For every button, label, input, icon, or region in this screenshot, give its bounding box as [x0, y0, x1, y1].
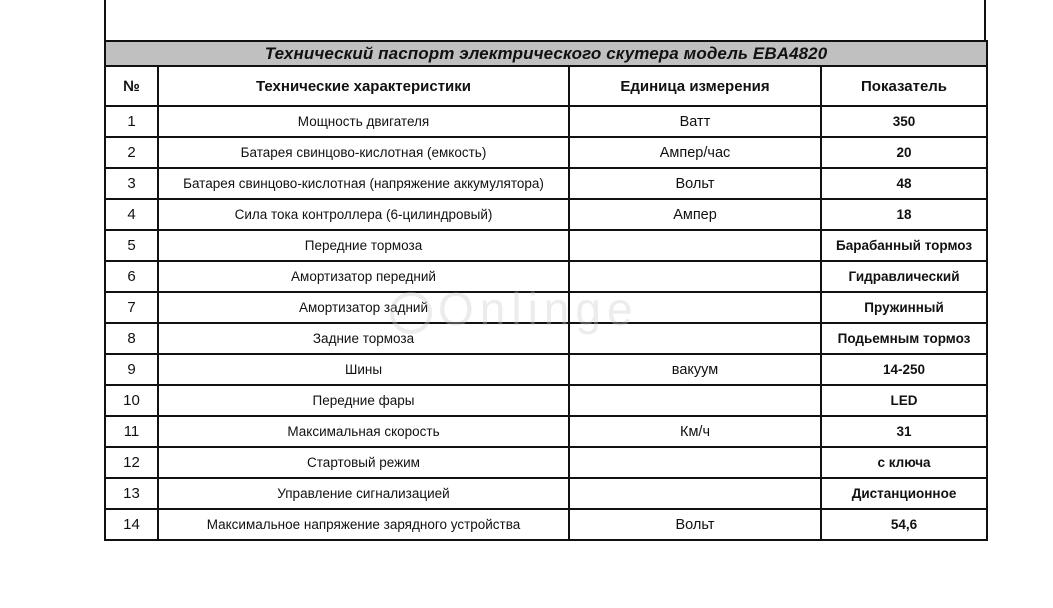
table-row	[105, 261, 987, 292]
row-value: Барабанный тормоз	[821, 230, 987, 261]
watermark-text: Onlinge	[438, 283, 639, 335]
table-row	[105, 323, 987, 354]
row-value: 18	[821, 199, 987, 230]
table-row	[105, 354, 987, 385]
row-unit	[569, 292, 821, 323]
row-unit	[569, 261, 821, 292]
row-unit	[569, 230, 821, 261]
row-number: 3	[105, 168, 158, 199]
row-unit: Ампер	[569, 199, 821, 230]
row-feature: Амортизатор задний	[158, 292, 569, 323]
header-feature: Технические характеристики	[158, 66, 569, 106]
row-number: 8	[105, 323, 158, 354]
row-feature: Амортизатор передний	[158, 261, 569, 292]
row-feature: Батарея свинцово-кислотная (емкость)	[158, 137, 569, 168]
row-feature: Максимальная скорость	[158, 416, 569, 447]
row-feature: Мощность двигателя	[158, 106, 569, 137]
row-feature: Задние тормоза	[158, 323, 569, 354]
row-value: 20	[821, 137, 987, 168]
row-value: с ключа	[821, 447, 987, 478]
spec-sheet	[104, 0, 986, 541]
row-value: LED	[821, 385, 987, 416]
row-number: 7	[105, 292, 158, 323]
row-value: Пружинный	[821, 292, 987, 323]
spec-table	[104, 40, 988, 541]
row-unit	[569, 323, 821, 354]
row-value: Подьемным тормоз	[821, 323, 987, 354]
row-number: 11	[105, 416, 158, 447]
row-value: 14-250	[821, 354, 987, 385]
header-value: Показатель	[821, 66, 987, 106]
row-value: Гидравлический	[821, 261, 987, 292]
row-value: 31	[821, 416, 987, 447]
table-row	[105, 199, 987, 230]
row-feature: Управление сигнализацией	[158, 478, 569, 509]
table-row	[105, 416, 987, 447]
row-value: Дистанционное	[821, 478, 987, 509]
row-number: 12	[105, 447, 158, 478]
header-row	[105, 66, 987, 106]
row-feature: Сила тока контроллера (6-цилиндровый)	[158, 199, 569, 230]
row-value: 350	[821, 106, 987, 137]
row-feature: Передние тормоза	[158, 230, 569, 261]
row-value: 54,6	[821, 509, 987, 540]
row-number: 5	[105, 230, 158, 261]
table-row	[105, 447, 987, 478]
row-number: 9	[105, 354, 158, 385]
row-feature: Передние фары	[158, 385, 569, 416]
table-row	[105, 106, 987, 137]
row-feature: Максимальное напряжение зарядного устройства	[158, 509, 569, 540]
row-unit	[569, 478, 821, 509]
header-unit: Единица измерения	[569, 66, 821, 106]
table-row	[105, 230, 987, 261]
row-unit	[569, 385, 821, 416]
row-unit: Ватт	[569, 106, 821, 137]
table-row	[105, 385, 987, 416]
row-number: 6	[105, 261, 158, 292]
document-title: Технический паспорт электрического скутера модель EBA4820	[105, 41, 987, 66]
row-number: 1	[105, 106, 158, 137]
header-num: №	[105, 66, 158, 106]
title-row	[105, 41, 987, 66]
row-unit: Ампер/час	[569, 137, 821, 168]
row-unit: вакуум	[569, 354, 821, 385]
row-unit	[569, 447, 821, 478]
table-row	[105, 509, 987, 540]
row-number: 13	[105, 478, 158, 509]
row-number: 4	[105, 199, 158, 230]
row-value: 48	[821, 168, 987, 199]
row-number: 2	[105, 137, 158, 168]
table-row	[105, 478, 987, 509]
row-feature: Стартовый режим	[158, 447, 569, 478]
row-feature: Батарея свинцово-кислотная (напряжение аккумулятора)	[158, 168, 569, 199]
row-number: 14	[105, 509, 158, 540]
top-blank-area	[104, 0, 986, 40]
table-row	[105, 168, 987, 199]
row-unit: Вольт	[569, 509, 821, 540]
row-number: 10	[105, 385, 158, 416]
row-unit: Км/ч	[569, 416, 821, 447]
row-unit: Вольт	[569, 168, 821, 199]
table-row	[105, 292, 987, 323]
row-feature: Шины	[158, 354, 569, 385]
table-row	[105, 137, 987, 168]
